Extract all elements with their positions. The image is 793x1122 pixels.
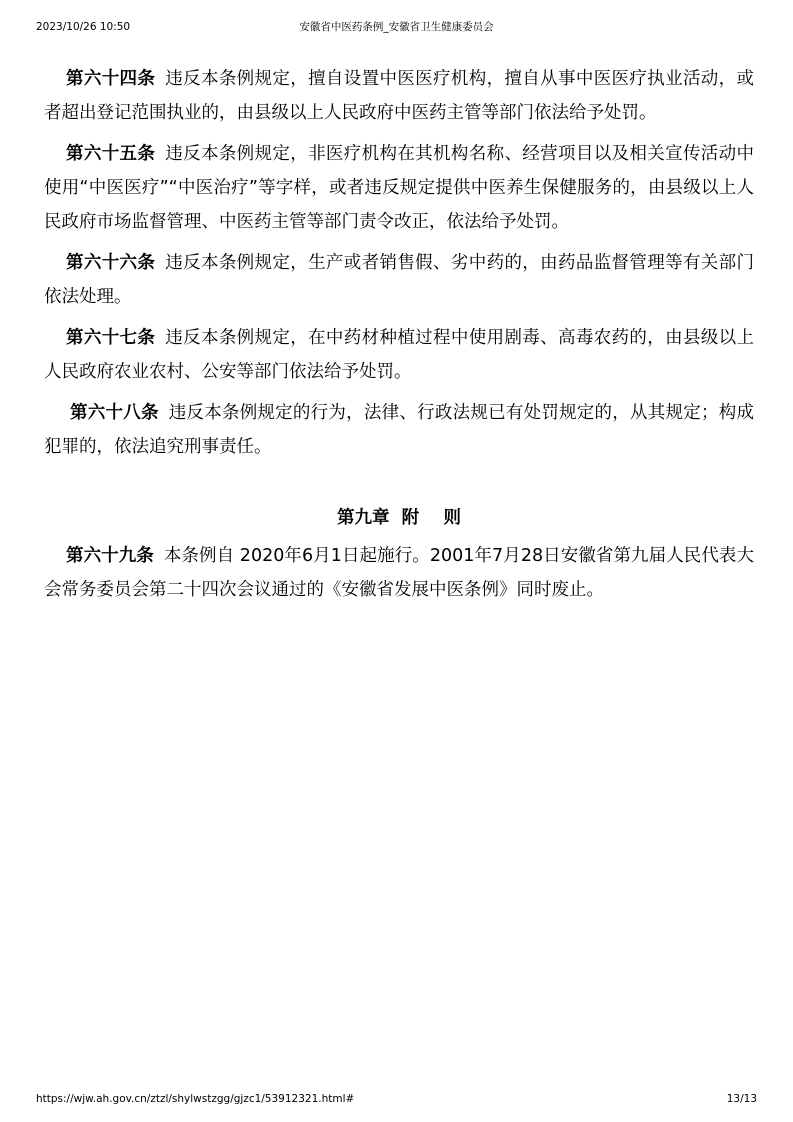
page-counter: 13/13 [726,1093,757,1105]
article-number: 第六十八条 [70,403,159,423]
article-number: 第六十九条 [66,546,154,566]
article-text: 违反本条例规定，擅自设置中医医疗机构，擅自从事中医医疗执业活动，或者超出登记范围执业的，由县级以上人民政府中医药主管等部门依法给予处罚。 [44,69,755,123]
article-number: 第六十七条 [66,328,156,348]
document-body [44,62,754,614]
print-url: https://wjw.ah.gov.cn/ztzl/shylwstzgg/gjzc1/53912321.html# [36,1093,355,1105]
chapter-title: 第九章 附 则 [336,508,462,528]
article-text: 违反本条例规定，非医疗机构在其机构名称、经营项目以及相关宣传活动中使用“中医医疗”“中医治疗”等字样，或者违反规定提供中医养生保健服务的，由县级以上人民政府市场监督管理、中医药主管等部门责令改正，依法给予处罚。 [44,144,755,232]
article-text: 违反本条例规定的行为，法律、行政法规已有处罚规定的，从其规定；构成犯罪的，依法追究刑事责任。 [44,403,754,457]
article-67 [44,321,754,389]
article-text: 本条例自 2020年6月1日起施行。2001年7月28日安徽省第九届人民代表大会常务委员会第二十四次会议通过的《安徽省发展中医条例》同时废止。 [44,546,754,600]
article-number: 第六十四条 [66,69,156,89]
article-68 [44,396,754,464]
print-header [36,20,757,34]
article-number: 第六十六条 [66,253,156,273]
article-text: 违反本条例规定，生产或者销售假、劣中药的，由药品监督管理等有关部门依法处理。 [44,253,755,307]
article-66 [44,246,754,314]
print-datetime: 2023/10/26 10:50 [36,21,131,33]
print-page-title: 安徽省中医药条例_安徽省卫生健康委员会 [299,21,494,33]
article-text: 违反本条例规定，在中药材种植过程中使用剧毒、高毒农药的，由县级以上人民政府农业农村、公安等部门依法给予处罚。 [44,328,755,382]
article-64 [44,62,754,130]
article-number: 第六十五条 [66,144,156,164]
print-footer [36,1092,757,1106]
article-65 [44,137,754,239]
article-69 [44,539,754,607]
